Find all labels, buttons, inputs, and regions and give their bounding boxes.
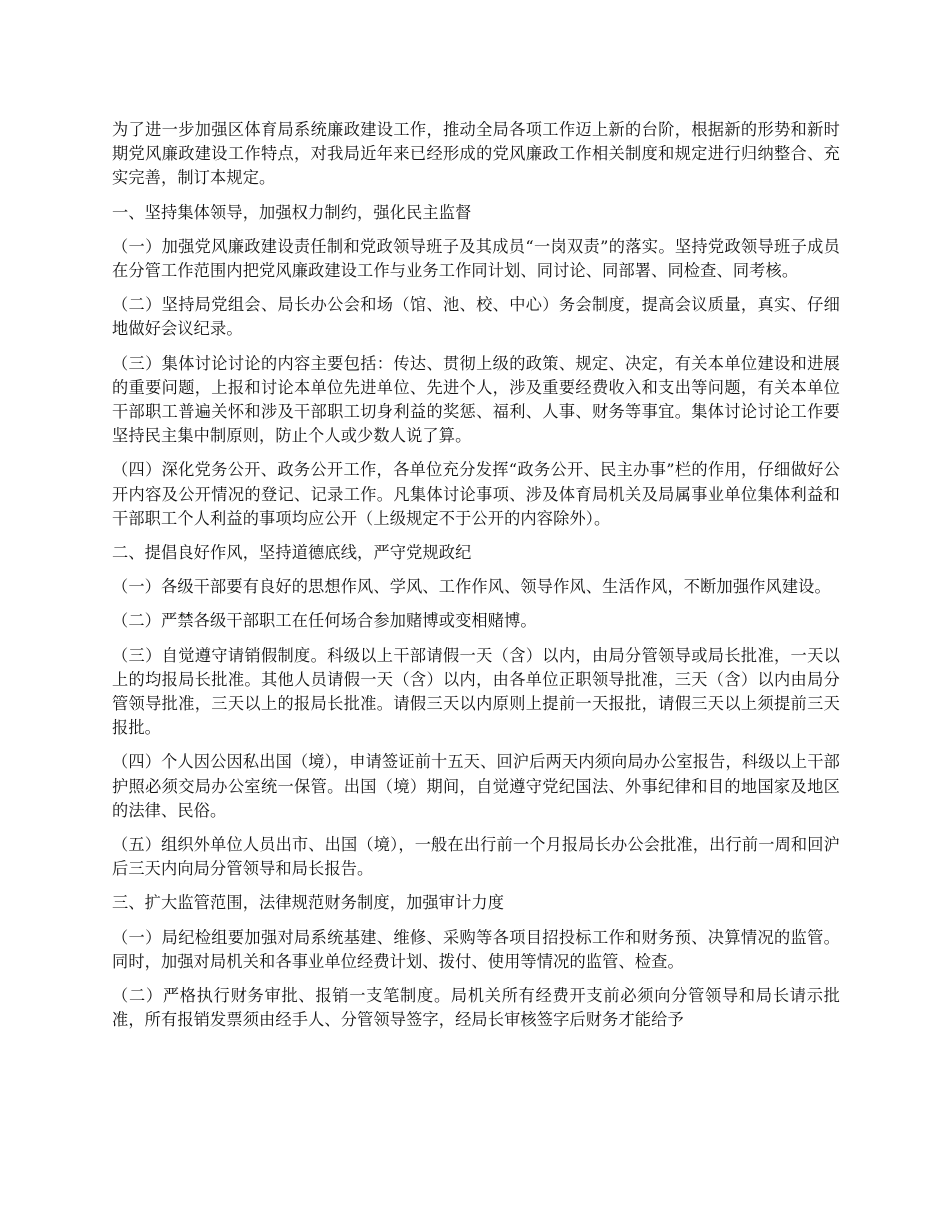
section-1-item-4: （四）深化党务公开、政务公开工作，各单位充分发挥“政务公开、民主办事”栏的作用，仔细做好公开内容及公开情况的登记、记录工作。凡集体讨论事项、涉及体育局机关及局属事业单位集体利益和干部职工个人利益的事项均应公开（上级规定不于公开的内容除外）。	[112, 460, 840, 528]
section-1-item-2: （二）坚持局党组会、局长办公会和场（馆、池、校、中心）务会制度，提高会议质量，真实、仔细地做好会议纪录。	[112, 295, 840, 339]
section-3-heading: 三、扩大监管范围，法律规范财务制度，加强审计力度	[112, 893, 505, 913]
section-3-item-2: （二）严格执行财务审批、报销一支笔制度。局机关所有经费开支前必须向分管领导和局长请示批准，所有报销发票须由经手人、分管领导签字，经局长审核签字后财务才能给予	[112, 986, 840, 1030]
section-2-item-4: （四）个人因公因私出国（境），申请签证前十五天、回沪后两天内须向局办公室报告，科级以上干部护照必须交局办公室统一保管。出国（境）期间，自觉遵守党纪国法、外事纪律和目的地国家及地区的法律、民俗。	[112, 752, 840, 820]
section-1-item-3: （三）集体讨论讨论的内容主要包括：传达、贯彻上级的政策、规定、决定，有关本单位建设和进展的重要问题，上报和讨论本单位先进单位、先进个人，涉及重要经费收入和支出等问题，有关本单位干部职工普遍关怀和涉及干部职工切身利益的奖惩、福利、人事、财务等事宜。集体讨论讨论工作要坚持民主集中制原则，防止个人或少数人说了算。	[112, 353, 840, 446]
intro-paragraph: 为了进一步加强区体育局系统廉政建设工作，推动全局各项工作迈上新的台阶，根据新的形势和新时期党风廉政建设工作特点，对我局近年来已经形成的党风廉政工作相关制度和规定进行归纳整合、充实完善，制订本规定。	[112, 120, 840, 188]
section-1-heading: 一、坚持集体领导，加强权力制约，强化民主监督	[112, 202, 472, 222]
section-2-item-5: （五）组织外单位人员出市、出国（境），一般在出行前一个月报局长办公会批准，出行前一周和回沪后三天内向局分管领导和局长报告。	[112, 835, 840, 879]
section-2-item-3: （三）自觉遵守请销假制度。科级以上干部请假一天（含）以内，由局分管领导或局长批准，一天以上的均报局长批准。其他人员请假一天（含）以内，由各单位正职领导批准，三天（含）以内由局分管领导批准，三天以上的报局长批准。请假三天以内原则上提前一天报批，请假三天以上须提前三天报批。	[112, 645, 840, 738]
section-2-item-1: （一）各级干部要有良好的思想作风、学风、工作作风、领导作风、生活作风，不断加强作风建设。	[112, 577, 831, 597]
document-body	[112, 118, 840, 1043]
section-1-item-1: （一）加强党风廉政建设责任制和党政领导班子及其成员“一岗双责”的落实。坚持党政领导班子成员在分管工作范围内把党风廉政建设工作与业务工作同计划、同讨论、同部署、同检查、同考核。	[112, 236, 840, 281]
section-2-heading: 二、提倡良好作风，坚持道德底线，严守党规政纪	[112, 543, 472, 563]
section-2-item-2: （二）严禁各级干部职工在任何场合参加赌博或变相赌博。	[112, 611, 537, 631]
section-3-item-1: （一）局纪检组要加强对局系统基建、维修、采购等各项目招投标工作和财务预、决算情况的监管。同时，加强对局机关和各事业单位经费计划、拨付、使用等情况的监管、检查。	[112, 927, 840, 971]
